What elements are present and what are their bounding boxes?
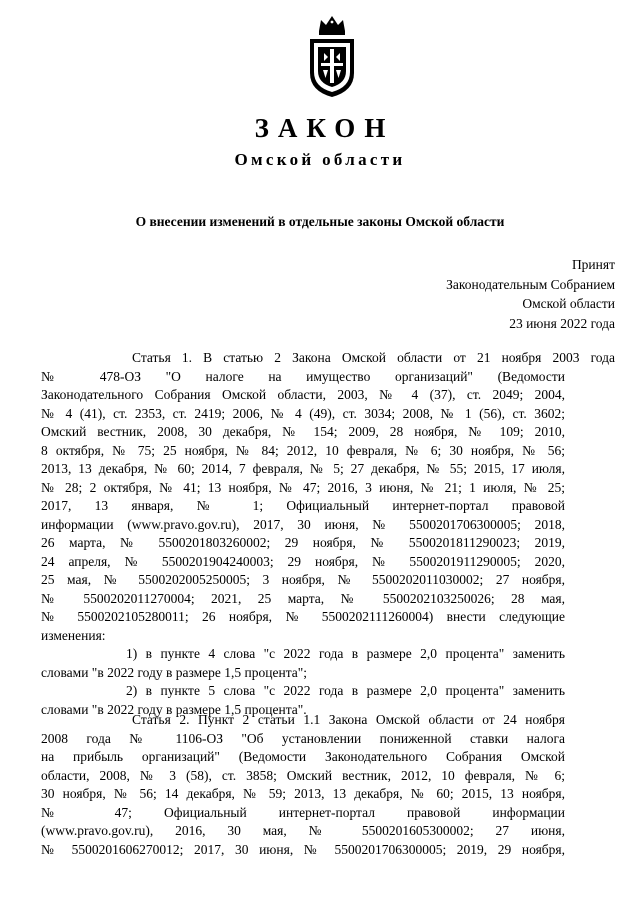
article-1-line: 2013, 13 декабря, № 60; 2014, 7 февраля, № 5; 27 декабря, № 55; 2015, 17 июля,: [41, 461, 565, 476]
article-2: [41, 711, 615, 859]
document-title: ЗАКОН: [254, 113, 395, 143]
article-2-line: 30 ноября, № 56; 14 декабря, № 59; 2013, 13 декабря, № 60; 2015, 13 ноября,: [41, 786, 565, 801]
article-1-line: 25 мая, № 5500202005250005; 3 ноября, № 5500202011030002; 27 ноября,: [41, 572, 565, 587]
article-1-line: Статья 1. В статью 2 Закона Омской области от 21 ноября 2003 года: [132, 350, 615, 365]
article-1-line: № 28; 2 октября, № 41; 13 ноября, № 47; 2016, 3 июня, № 21; 1 июля, № 25;: [41, 479, 565, 495]
document-subject: О внесении изменений в отдельные законы Омской области: [135, 214, 505, 229]
article-2-line: Статья 2. Пункт 2 статьи 1.1 Закона Омской области от 24 ноября: [132, 712, 565, 727]
article-1: [41, 349, 615, 719]
article-2-line: 2008 года № 1106-ОЗ "Об установлении пониженной ставки налога: [41, 730, 565, 746]
adoption-line: Законодательным Собранием: [446, 276, 615, 292]
article-1-line: 24 апреля, № 5500201904240003; 29 ноября, № 5500201911290005; 2020,: [41, 553, 565, 569]
article-1-item: словами "в 2022 году в размере 1,5 процента";: [41, 664, 308, 680]
article-1-line: 8 октября, № 75; 25 ноября, № 84; 2012, 10 февраля, № 6; 30 ноября, № 56;: [41, 442, 565, 458]
article-1-line: № 478-ОЗ "О налоге на имущество организаций" (Ведомости: [41, 368, 565, 384]
article-1-line: информации (www.pravo.gov.ru), 2017, 30 июня, № 5500201706300005; 2018,: [41, 516, 565, 532]
article-1-line: № 5500202011270004; 2021, 25 марта, № 5500202103250026; 28 мая,: [41, 590, 565, 606]
article-1-line: 2017, 13 января, № 1; Официальный интернет-портал правовой: [41, 498, 565, 513]
article-2-line: № 5500201606270012; 2017, 30 июня, № 5500201706300005; 2019, 29 ноября,: [41, 841, 565, 857]
adoption-line: Омской области: [522, 296, 615, 311]
article-1-line: изменения:: [41, 627, 106, 643]
article-1-line: № 4 (41), ст. 2353, ст. 2419; 2006, № 4 (49), ст. 3034; 2008, № 1 (56), ст. 3602;: [41, 405, 565, 421]
article-1-line: 26 марта, № 5500201803260002; 29 ноября, № 5500201811290023; 2019,: [41, 535, 565, 550]
article-2-line: на прибыль организаций" (Ведомости Законодательного Собрания Омской: [41, 749, 565, 764]
adoption-line: Принят: [571, 257, 615, 272]
coat-of-arms-icon: [307, 13, 357, 99]
article-2-line: № 47; Официальный интернет-портал правовой информации: [41, 804, 565, 820]
article-1-line: Законодательного Собрания Омской области, 2003, № 4 (37), ст. 2049; 2004,: [41, 387, 565, 402]
article-1-line: Омский вестник, 2008, 30 декабря, № 154; 2009, 28 ноября, № 109; 2010,: [41, 424, 565, 439]
article-1-item: 1) в пункте 4 слова "с 2022 года в размере 2,0 процента" заменить: [126, 646, 565, 661]
article-1-line: № 5500202105280011; 26 ноября, № 5500202111260004) внести следующие: [41, 609, 565, 624]
document-region: Омской области: [234, 150, 406, 169]
adoption-block: [446, 255, 615, 333]
adoption-date: 23 июня 2022 года: [509, 315, 615, 331]
article-2-line: области, 2008, № 3 (58), ст. 3858; Омский вестник, 2012, 10 февраля, № 6;: [41, 767, 565, 783]
article-2-line: (www.pravo.gov.ru), 2016, 30 мая, № 5500201605300002; 27 июня,: [41, 823, 565, 838]
article-1-item: словами "в 2022 году в размере 1,5 процента".: [41, 701, 307, 717]
article-1-item: 2) в пункте 5 слова "с 2022 года в размере 2,0 процента" заменить: [126, 683, 565, 698]
